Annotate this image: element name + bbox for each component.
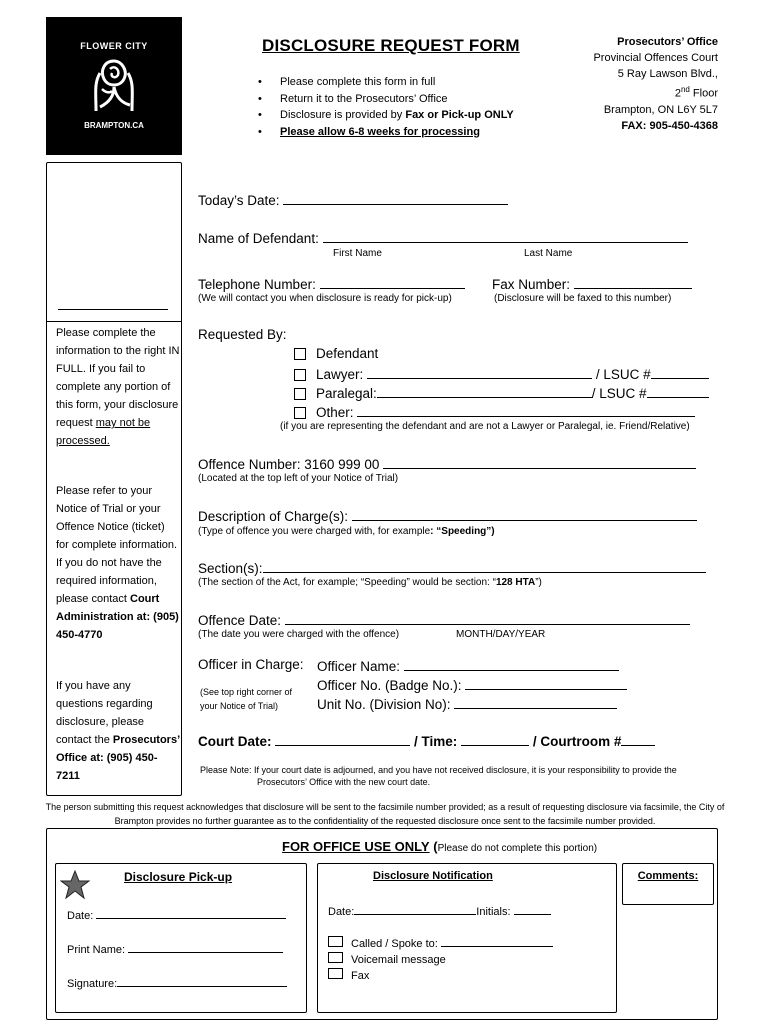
acknowledgement-text: The person submitting this request acknowledges that disclosure will be sent to the facsimile number provided; as a result of requesting disclosure via facsimile, the City of Brampton provides no further guarantee as to the confidentiality of the requested disclosure once sent to the facsimile number provided. [45, 802, 725, 826]
court-date-note: Please Note: If your court date is adjourned, and you have not received disclosure, it is your responsibility to provide the Prosecutors’ Office with the new court date. [200, 765, 677, 787]
section-field[interactable]: Section(s): [198, 559, 706, 576]
city-logo [46, 17, 182, 155]
telephone-note: (We will contact you when disclosure is ready for pick-up) [198, 293, 452, 304]
lawyer-checkbox[interactable] [294, 369, 306, 381]
offence-date-field[interactable]: Offence Date: [198, 611, 690, 628]
instruction-item: • Please complete this form in full [258, 74, 514, 91]
fax-option[interactable]: Fax [328, 968, 553, 984]
print-name-field[interactable]: Print Name: [67, 939, 283, 956]
offence-number-note: (Located at the top left of your Notice of Trial) [198, 473, 399, 484]
section-note: (The section of the Act, for example; “Speeding” would be section: “128 HTA”) [198, 577, 542, 588]
fax-number-field[interactable]: Fax Number: [492, 275, 692, 292]
logo-text-bottom: BRAMPTON.CA [84, 121, 144, 130]
office-use-section [46, 828, 718, 1020]
fax-number-note: (Disclosure will be faxed to this number) [494, 293, 672, 304]
pickup-date-field[interactable]: Date: [67, 905, 286, 922]
defendant-checkbox[interactable] [294, 348, 306, 360]
telephone-field[interactable]: Telephone Number: [198, 275, 465, 292]
pickup-title: Disclosure Pick-up [124, 870, 233, 884]
court-date-field[interactable]: Court Date: / Time: / Courtroom # [198, 732, 655, 749]
voicemail-option[interactable]: Voicemail message [328, 952, 553, 968]
instructions-list [258, 74, 514, 140]
todays-date-field[interactable]: Today’s Date: [198, 191, 508, 208]
instruction-item: • Return it to the Prosecutors’ Office [258, 91, 514, 108]
officer-name-field[interactable]: Officer Name: [317, 657, 619, 674]
offence-number-field[interactable]: Offence Number: 3160 999 00 [198, 455, 696, 472]
form-title: DISCLOSURE REQUEST FORM [262, 36, 520, 55]
logo-text-top: FLOWER CITY [80, 41, 148, 51]
instruction-item: • Disclosure is provided by Fax or Pick-up ONLY [258, 107, 514, 124]
signature-field[interactable]: Signature: [67, 973, 287, 990]
description-field[interactable]: Description of Charge(s): [198, 507, 697, 524]
sidebar-blank-line[interactable] [58, 296, 168, 313]
star-icon [60, 870, 90, 900]
called-option[interactable]: Called / Spoke to: [328, 933, 553, 952]
description-note: (Type of offence you were charged with, for example: “Speeding”) [198, 526, 495, 537]
office-address: Prosecutors’ Office Provincial Offences Court 5 Ray Lawson Blvd., 2nd Floor Brampton, ON L6Y 5L7 FAX: 905-450-4368 [593, 36, 718, 132]
last-name-caption: Last Name [524, 248, 573, 259]
sidebar-paragraph-2: Please refer to your Notice of Trial or your Offence Notice (ticket) for complete information. If you do not have the required information, please contact Court Administration at: (905) 450-4770 [56, 485, 179, 641]
comments-box[interactable] [622, 863, 714, 905]
officer-see-note: (See top right corner of your Notice of Trial) [200, 687, 293, 711]
paralegal-option[interactable]: Paralegal: / LSUC # [294, 384, 709, 401]
sidebar-paragraph-3: If you have any questions regarding disclosure, please contact the Prosecutors’ Office at: (905) 450-7211 [56, 680, 180, 782]
other-checkbox[interactable] [294, 407, 306, 419]
comments-label: Comments: [637, 870, 699, 882]
other-option[interactable]: Other: [294, 403, 695, 420]
defendant-name-field[interactable]: Name of Defendant: [198, 229, 688, 246]
called-checkbox[interactable] [328, 936, 343, 947]
requested-by-label: Requested By: [198, 327, 287, 342]
officer-in-charge-label: Officer in Charge: [198, 657, 304, 672]
date-format-caption: MONTH/DAY/YEAR [456, 629, 546, 640]
notification-date-field[interactable]: Date: Initials: [328, 901, 551, 918]
notification-options [328, 933, 553, 984]
other-note: (if you are representing the defendant and are not a Lawyer or Paralegal, ie. Friend/Relative) [280, 421, 690, 432]
unit-number-field[interactable]: Unit No. (Division No): [317, 695, 617, 712]
first-name-caption: First Name [333, 248, 382, 259]
voicemail-checkbox[interactable] [328, 952, 343, 963]
sidebar-divider [46, 321, 182, 322]
officer-number-field[interactable]: Officer No. (Badge No.): [317, 676, 627, 693]
notification-title: Disclosure Notification [373, 870, 493, 882]
sidebar-paragraph-1: Please complete the information to the right IN FULL. If you fail to complete any portion of this form, your disclosure request may not be processed. [56, 327, 180, 447]
notification-box [317, 863, 617, 1013]
paralegal-checkbox[interactable] [294, 388, 306, 400]
office-use-heading: FOR OFFICE USE ONLY (Please do not complete this portion) [282, 839, 598, 854]
offence-date-note: (The date you were charged with the offence) [198, 629, 400, 640]
flower-logo-icon [90, 53, 138, 115]
instruction-item: • Please allow 6-8 weeks for processing [258, 124, 514, 141]
fax-checkbox[interactable] [328, 968, 343, 979]
lawyer-option[interactable]: Lawyer: / LSUC # [294, 365, 709, 382]
pickup-box [55, 863, 307, 1013]
defendant-option[interactable]: Defendant [294, 346, 378, 361]
